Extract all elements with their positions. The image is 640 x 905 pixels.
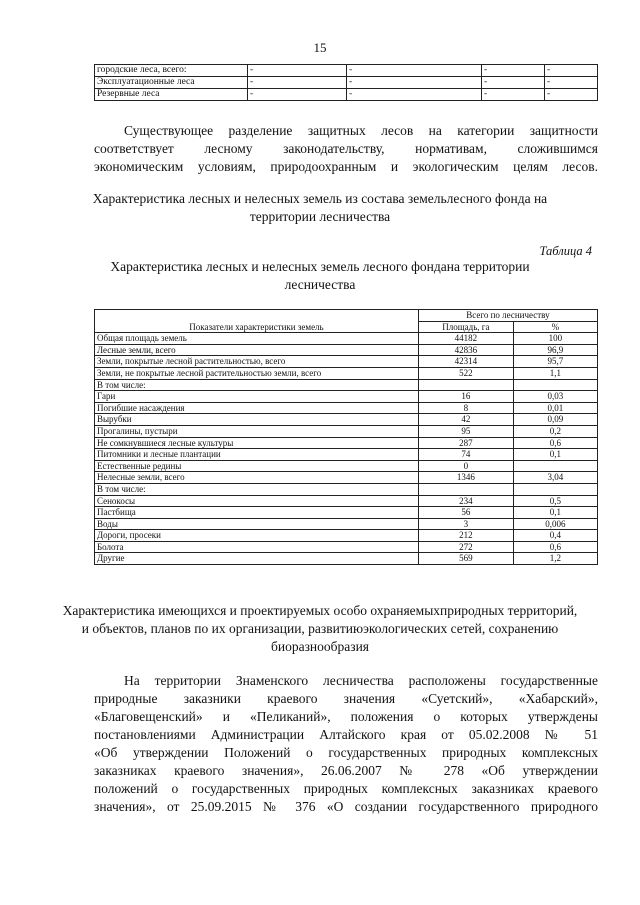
text-line: лесного фонда на территории лесничества (249, 191, 548, 224)
table-row (95, 89, 598, 101)
text-line: значения», от 25.09.2015 № 376 «О создании государственного природного (94, 799, 598, 814)
table-row (95, 425, 598, 437)
table-cell-pct: 3,04 (513, 472, 597, 484)
table-cell-c4: - (545, 89, 598, 101)
table-cell-c2: - (347, 65, 482, 77)
table-row (95, 379, 598, 391)
text-line: заказниках краевого значения», 26.06.2007 № 278 «Об утверждении (94, 763, 598, 778)
table-cell-name: Другие (95, 553, 419, 565)
table-cell-pct: 95,7 (513, 356, 597, 368)
table-cell-name: городские леса, всего: (95, 65, 248, 77)
paragraph-reserves (94, 672, 598, 816)
table-row (95, 77, 598, 89)
table-cell-pct (513, 379, 597, 391)
text-line: Характеристика имеющихся и проектируемых особо охраняемых (62, 603, 441, 618)
table-cell-pct: 0,01 (513, 402, 597, 414)
table-cell-pct (513, 460, 597, 472)
table-row (95, 495, 598, 507)
table-cell-pct: 1,2 (513, 553, 597, 565)
text-line: положений о государственных природных комплексных заказниках краевого (94, 781, 598, 796)
table-row (95, 367, 598, 379)
table-cell-pct: 0,1 (513, 449, 597, 461)
table-cell-c2: - (347, 89, 482, 101)
table-cell-name: Земли, не покрытые лесной растительностью земли, всего (95, 367, 419, 379)
table-cell-pct: 0,4 (513, 530, 597, 542)
table-cell-pct: 0,1 (513, 507, 597, 519)
text-line: Характеристика лесных и нелесных земель из состава земель (92, 191, 447, 206)
table-cell-area: 3 (418, 518, 513, 530)
table-cell-pct: 0,6 (513, 541, 597, 553)
table-cell-pct: 100 (513, 333, 597, 345)
section-heading-land-characteristics (80, 190, 560, 226)
table-cell-c1: - (248, 77, 347, 89)
table-cell-pct: 0,09 (513, 414, 597, 426)
table-row (95, 391, 598, 403)
table-cell-c1: - (248, 89, 347, 101)
table-cell-name: Общая площадь земель (95, 333, 419, 345)
table-cell-area: 1346 (418, 472, 513, 484)
top-table (94, 64, 598, 101)
text-line: «Об утверждении Положений о государственных природных комплексных (94, 745, 598, 760)
table-cell-pct: 0,006 (513, 518, 597, 530)
table-cell-area: 234 (418, 495, 513, 507)
table-cell-pct: 1,1 (513, 367, 597, 379)
table-cell-area: 287 (418, 437, 513, 449)
land-characteristics-table (94, 309, 598, 565)
paragraph-protective-forests (94, 122, 598, 176)
table-cell-name: Естественные редины (95, 460, 419, 472)
table-row (95, 541, 598, 553)
table-row (95, 65, 598, 77)
table-cell-area (418, 379, 513, 391)
table-row (95, 553, 598, 565)
table-cell-name: Пастбища (95, 507, 419, 519)
table-cell-area: 56 (418, 507, 513, 519)
table-row (95, 333, 598, 345)
table-cell-pct: 0,6 (513, 437, 597, 449)
table-cell-area: 16 (418, 391, 513, 403)
table-cell-c3: - (482, 89, 545, 101)
table-cell-name: Прогалины, пустыри (95, 425, 419, 437)
table-cell-area: 272 (418, 541, 513, 553)
table-cell-area: 0 (418, 460, 513, 472)
table-row (95, 402, 598, 414)
table-row (95, 356, 598, 368)
section-heading-protected-areas (60, 602, 580, 656)
table-row (95, 449, 598, 461)
table-cell-name: Резервные леса (95, 89, 248, 101)
table-cell-name: Воды (95, 518, 419, 530)
header-area: Площадь, га (418, 321, 513, 333)
text-line: На территории Знаменского лесничества расположены государственные (124, 673, 598, 688)
table-cell-c1: - (248, 65, 347, 77)
table-cell-area: 44182 (418, 333, 513, 345)
table-cell-name: Сенокосы (95, 495, 419, 507)
table-row (95, 344, 598, 356)
table-cell-name: Дороги, просеки (95, 530, 419, 542)
text-line: «Благовещенский» и «Пеликаний», положения о которых утверждены (94, 709, 598, 724)
table-cell-name: Лесные земли, всего (95, 344, 419, 356)
table-cell-name: Вырубки (95, 414, 419, 426)
header-indicator: Показатели характеристики земель (95, 310, 419, 333)
table-row (95, 507, 598, 519)
table-header-row (95, 310, 598, 322)
table-cell-name: Нелесные земли, всего (95, 472, 419, 484)
text-line: соответствует лесному законодательству, нормативам, сложившимся (94, 141, 598, 156)
table-cell-name: Эксплуатационные леса (95, 77, 248, 89)
table-cell-c2: - (347, 77, 482, 89)
table-cell-name: В том числе: (95, 379, 419, 391)
text-line: экологических сетей, сохранению биоразнообразия (270, 621, 559, 654)
table-cell-pct: 0,03 (513, 391, 597, 403)
table-cell-area: 42 (418, 414, 513, 426)
table-row (95, 460, 598, 472)
table-cell-pct: 0,2 (513, 425, 597, 437)
table-row (95, 530, 598, 542)
table-row (95, 472, 598, 484)
table-cell-area: 74 (418, 449, 513, 461)
table-cell-c4: - (545, 65, 598, 77)
table-cell-c4: - (545, 77, 598, 89)
text-line: экономическим условиям, природоохранным и экологическим целям лесов. (94, 159, 598, 174)
table-cell-area (418, 483, 513, 495)
table-label: Таблица 4 (539, 244, 592, 258)
table-cell-c3: - (482, 65, 545, 77)
table-cell-area: 42314 (418, 356, 513, 368)
table-row (95, 437, 598, 449)
table-cell-name: Не сомкнувшиеся лесные культуры (95, 437, 419, 449)
header-pct: % (513, 321, 597, 333)
table-title (80, 258, 560, 294)
table-cell-area: 8 (418, 402, 513, 414)
text-line: Существующее разделение защитных лесов на категории защитности (124, 123, 598, 138)
table-cell-pct (513, 483, 597, 495)
table-cell-name: Погибшие насаждения (95, 402, 419, 414)
table-cell-name: Питомники и лесные плантации (95, 449, 419, 461)
text-line: на территории лесничества (284, 259, 530, 292)
table-cell-area: 569 (418, 553, 513, 565)
table-cell-area: 212 (418, 530, 513, 542)
text-line: природные заказники краевого значения «Суетский», «Хабарский», (94, 691, 598, 706)
table-cell-name: Гари (95, 391, 419, 403)
text-line: природных территорий, и объектов, планов по их организации, развитию (81, 603, 578, 636)
table-cell-area: 95 (418, 425, 513, 437)
text-line: постановлениями Администрации Алтайского края от 05.02.2008 № 51 (94, 727, 598, 742)
table-row (95, 414, 598, 426)
table-cell-area: 42836 (418, 344, 513, 356)
table-cell-area: 522 (418, 367, 513, 379)
table-cell-c3: - (482, 77, 545, 89)
table-cell-pct: 0,5 (513, 495, 597, 507)
header-group: Всего по лесничеству (418, 310, 597, 322)
table-cell-name: В том числе: (95, 483, 419, 495)
table-cell-pct: 96,9 (513, 344, 597, 356)
table-cell-name: Болота (95, 541, 419, 553)
table-row (95, 483, 598, 495)
text-line: Характеристика лесных и нелесных земель лесного фонда (110, 259, 447, 274)
table-cell-name: Земли, покрытые лесной растительностью, всего (95, 356, 419, 368)
page-number: 15 (313, 40, 327, 55)
table-row (95, 518, 598, 530)
